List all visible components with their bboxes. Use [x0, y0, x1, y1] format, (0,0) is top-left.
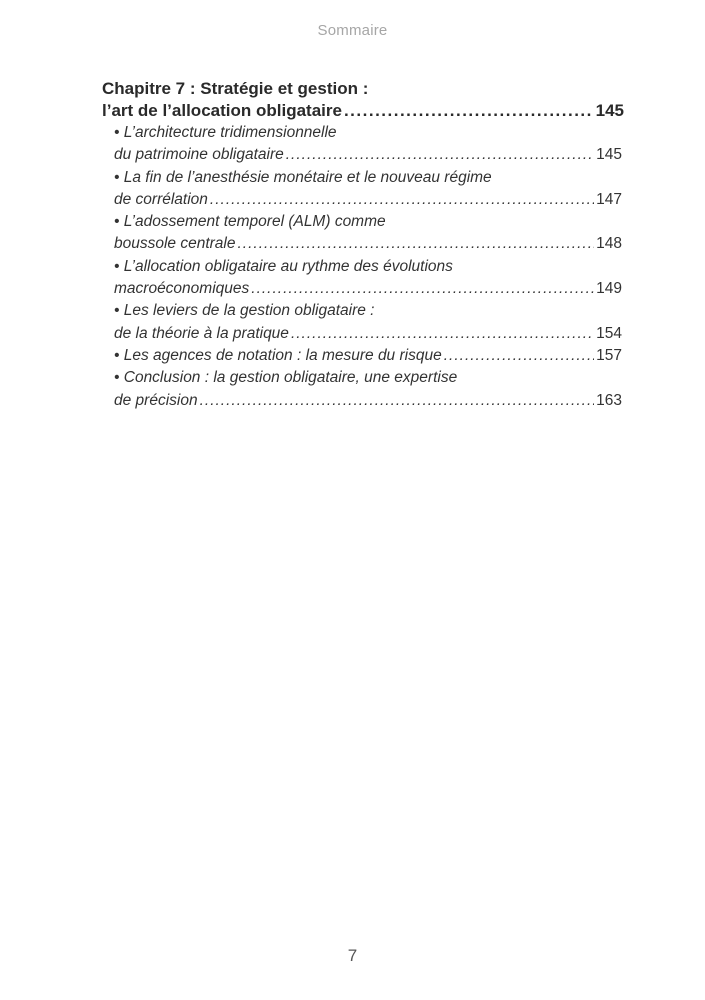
bullet-icon: •	[114, 302, 120, 320]
entry-title-line1: Conclusion : la gestion obligataire, une expertise	[123, 369, 458, 387]
toc-entry[interactable]	[114, 167, 622, 212]
dot-leader	[344, 100, 594, 122]
entry-page-number: 147	[596, 190, 622, 208]
toc-entry[interactable]	[114, 211, 622, 256]
entry-page-number: 149	[596, 280, 622, 298]
entry-title-line1: L’allocation obligataire au rythme des évolutions	[123, 257, 453, 275]
entry-title-line1: Les leviers de la gestion obligataire :	[123, 302, 375, 320]
table-of-contents	[102, 78, 624, 412]
toc-entry[interactable]	[114, 122, 622, 167]
bullet-icon: •	[114, 213, 120, 231]
entry-title-line2: de la théorie à la pratique	[114, 324, 289, 342]
entry-title-line1: L’adossement temporel (ALM) comme	[123, 213, 386, 231]
entry-title-line1: Les agences de notation : la mesure du risque	[123, 346, 442, 364]
dot-leader	[251, 278, 594, 300]
bullet-icon: •	[114, 346, 120, 364]
entry-title-line2: du patrimoine obligataire	[114, 146, 284, 164]
entry-page-number: 154	[596, 324, 622, 342]
dot-leader	[210, 189, 594, 211]
entry-page-number: 148	[596, 235, 622, 253]
section-entries	[114, 122, 622, 412]
dot-leader	[444, 345, 594, 367]
running-head: Sommaire	[317, 22, 388, 39]
entry-title-line2: de corrélation	[114, 190, 208, 208]
toc-entry[interactable]	[114, 256, 622, 301]
toc-entry[interactable]	[114, 345, 622, 367]
entry-title-line2: boussole centrale	[114, 235, 236, 253]
chapter-title-line2: l’art de l’allocation obligataire	[102, 101, 342, 120]
chapter-title-line2-row[interactable]	[102, 100, 624, 122]
dot-leader	[200, 390, 595, 412]
toc-entry[interactable]	[114, 300, 622, 345]
bullet-icon: •	[114, 369, 120, 387]
entry-page-number: 157	[596, 346, 622, 364]
entry-page-number: 163	[596, 391, 622, 409]
toc-entry[interactable]	[114, 367, 622, 412]
chapter-title-line1: Chapitre 7 : Stratégie et gestion :	[102, 79, 369, 98]
entry-title-line2: macroéconomiques	[114, 280, 250, 298]
bullet-icon: •	[114, 168, 120, 186]
bullet-icon: •	[114, 124, 120, 141]
entry-title-line2: de précision	[114, 391, 198, 409]
dot-leader	[238, 233, 595, 255]
entry-title-line1: La fin de l’anesthésie monétaire et le nouveau régime	[123, 168, 492, 186]
dot-leader	[291, 323, 594, 345]
entry-page-number: 145	[596, 146, 622, 164]
chapter-page-number: 145	[595, 101, 624, 120]
dot-leader	[286, 144, 594, 166]
entry-title-line1: L’architecture tridimensionnelle	[123, 124, 337, 141]
bullet-icon: •	[114, 257, 120, 275]
page-number: 7	[347, 946, 358, 965]
